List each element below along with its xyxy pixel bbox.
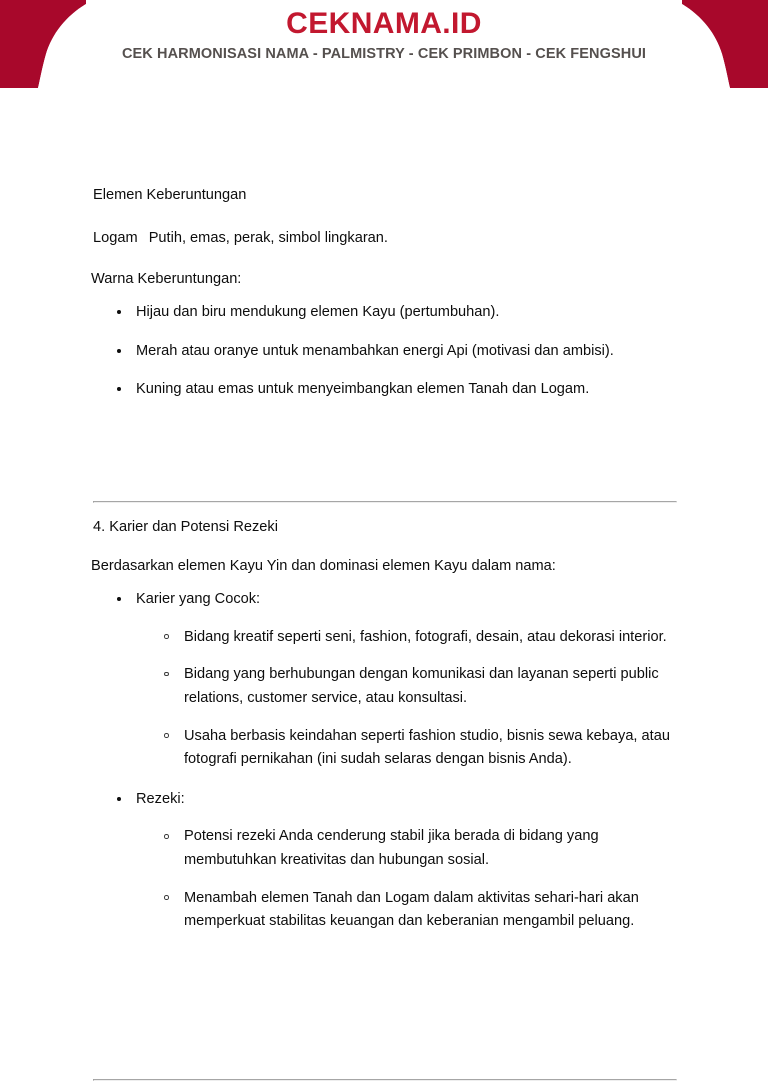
bullet-circle-icon	[164, 895, 169, 900]
logam-value: Putih, emas, perak, simbol lingkaran.	[148, 230, 388, 246]
rezeki-sublist	[136, 825, 698, 934]
bullet-circle-icon	[164, 672, 169, 677]
section-4-intro: Berdasarkan elemen Kayu Yin dan dominasi elemen Kayu dalam nama:	[91, 558, 556, 574]
list-item	[0, 378, 768, 402]
brand-title: CEKNAMA.ID	[286, 7, 482, 40]
list-item-text: Merah atau oranye untuk menambahkan energi Api (motivasi dan ambisi).	[136, 342, 614, 359]
bullet-circle-icon	[164, 634, 169, 639]
sub-list-item	[136, 887, 698, 934]
sub-list-item-text: Bidang kreatif seperti seni, fashion, fotografi, desain, atau dekorasi interior.	[184, 628, 667, 645]
bullet-dot-icon	[117, 310, 121, 314]
list-item	[0, 301, 768, 325]
rezeki-sublist-container	[0, 825, 768, 934]
list-spacer	[0, 772, 768, 788]
sub-list-item	[136, 825, 698, 872]
sub-list-item	[136, 725, 698, 772]
section-divider-bottom	[93, 1079, 677, 1081]
karier-sublist	[136, 626, 698, 772]
section-divider-top	[93, 501, 677, 503]
bullet-circle-icon	[164, 834, 169, 839]
karier-sublist-container	[0, 626, 768, 772]
sub-list-item-text: Potensi rezeki Anda cenderung stabil jika berada di bidang yang membutuhkan kreativitas dan hubungan sosial.	[184, 828, 599, 869]
sub-list-item-text: Usaha berbasis keindahan seperti fashion studio, bisnis sewa kebaya, atau fotografi pernikahan (ini sudah selaras dengan bisnis Anda).	[184, 727, 670, 768]
list-item	[0, 788, 768, 812]
bullet-dot-icon	[117, 387, 121, 391]
section-4-heading: 4. Karier dan Potensi Rezeki	[93, 519, 278, 535]
sub-list-item	[136, 626, 698, 650]
sub-list-item	[136, 663, 698, 710]
logam-label: Logam	[93, 230, 138, 246]
header-text-block	[0, 0, 768, 88]
elemen-keberuntungan-heading: Elemen Keberuntungan	[93, 187, 247, 203]
list-item	[0, 588, 768, 612]
list-item	[0, 340, 768, 364]
list-item-text: Kuning atau emas untuk menyeimbangkan elemen Tanah dan Logam.	[136, 381, 590, 398]
bullet-dot-icon	[117, 597, 121, 601]
bullet-dot-icon	[117, 797, 121, 801]
sub-list-item-text: Menambah elemen Tanah dan Logam dalam aktivitas sehari-hari akan memperkuat stabilitas keuangan dan keberanian mengambil peluang.	[184, 889, 639, 930]
warna-keberuntungan-heading: Warna Keberuntungan:	[91, 271, 242, 287]
sub-list-item-text: Bidang yang berhubungan dengan komunikasi dan layanan seperti public relations, customer service, atau konsultasi.	[184, 666, 659, 706]
karier-rezeki-list	[0, 588, 768, 934]
warna-keberuntungan-list	[0, 301, 768, 417]
list-item-text: Karier yang Cocok:	[136, 591, 261, 607]
list-item-text: Hijau dan biru mendukung elemen Kayu (pertumbuhan).	[136, 304, 500, 320]
bullet-dot-icon	[117, 349, 121, 353]
page-header	[0, 0, 768, 88]
bullet-circle-icon	[164, 733, 169, 738]
brand-subtitle: CEK HARMONISASI NAMA - PALMISTRY - CEK PRIMBON - CEK FENGSHUI	[121, 46, 647, 63]
list-item-text: Rezeki:	[136, 790, 185, 807]
logam-line	[93, 227, 673, 251]
